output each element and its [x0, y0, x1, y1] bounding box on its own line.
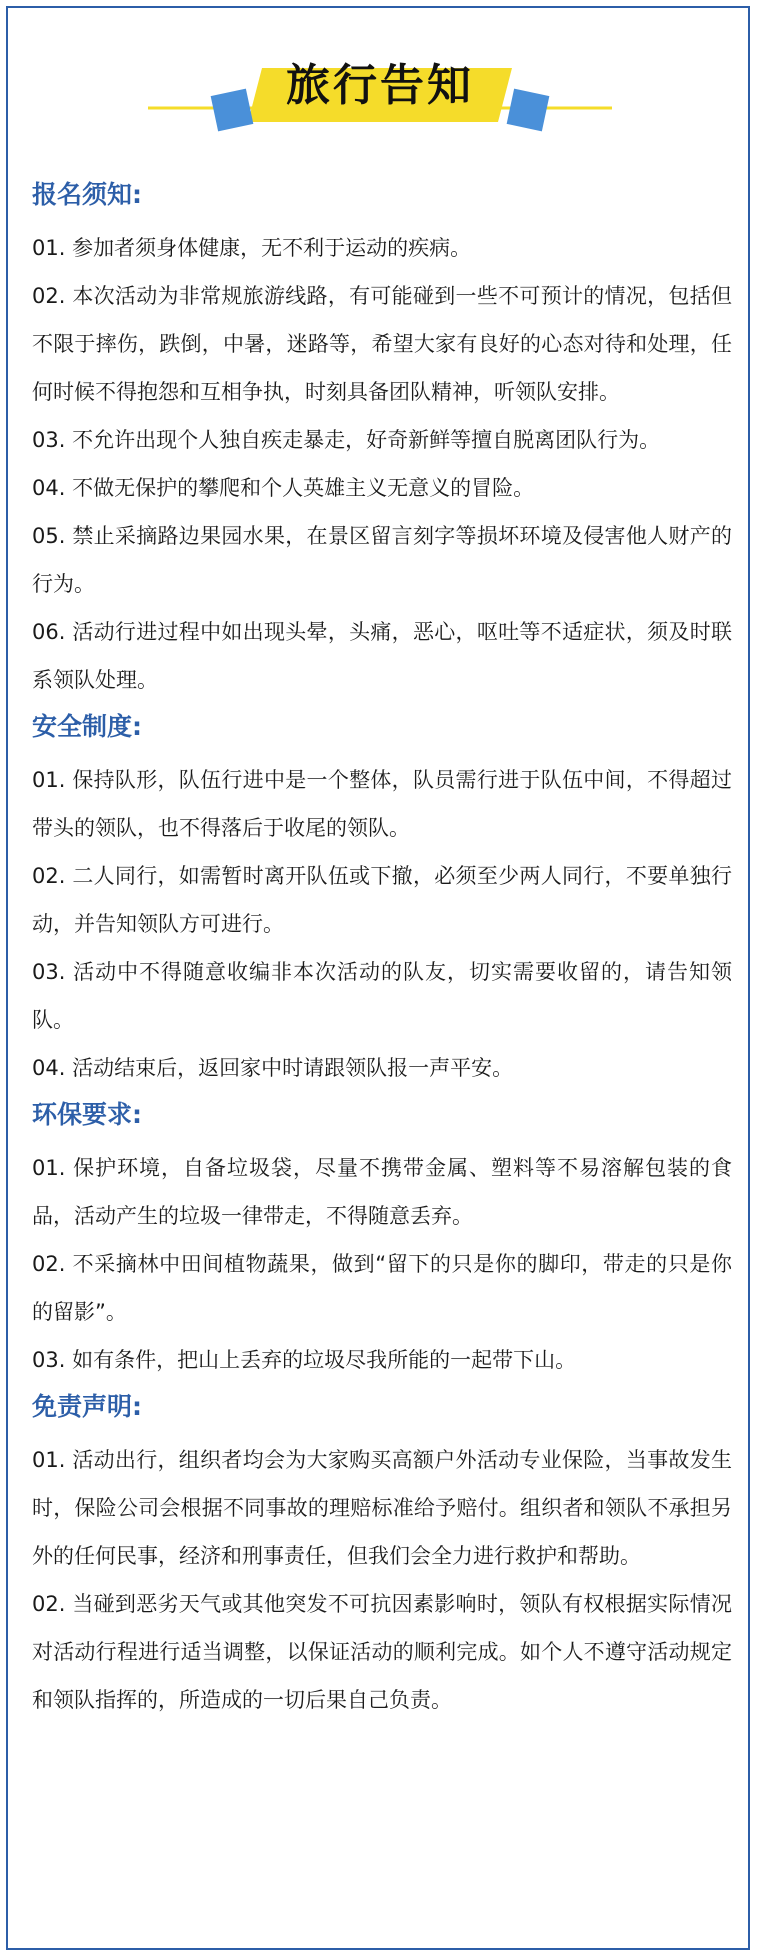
notice-content	[32, 178, 732, 1730]
section-title: 环保要求:	[32, 1100, 142, 1129]
section-disclaimer	[32, 1390, 732, 1724]
list-item: 02. 不采摘林中田间植物蔬果，做到“留下的只是你的脚印，带走的只是你的留影”。	[32, 1252, 732, 1324]
title-banner	[0, 0, 760, 140]
list-item: 02. 本次活动为非常规旅游线路，有可能碰到一些不可预计的情况，包括但不限于摔伤，跌倒，中暑，迷路等，希望大家有良好的心态对待和处理，任何时候不得抱怨和互相争执，时刻具备团队精神，听领队安排。	[32, 284, 732, 404]
list-item: 03. 活动中不得随意收编非本次活动的队友，切实需要收留的，请告知领队。	[32, 960, 732, 1032]
list-item: 01. 参加者须身体健康，无不利于运动的疾病。	[32, 236, 472, 260]
page-title: 旅行告知	[286, 60, 474, 111]
list-item: 03. 不允许出现个人独自疾走暴走，好奇新鲜等擅自脱离团队行为。	[32, 428, 661, 452]
section-safety	[32, 710, 732, 1092]
list-item: 01. 保持队形，队伍行进中是一个整体，队员需行进于队伍中间，不得超过带头的领队，也不得落后于收尾的领队。	[32, 768, 732, 840]
section-title: 免责声明:	[32, 1392, 142, 1421]
list-item: 04. 不做无保护的攀爬和个人英雄主义无意义的冒险。	[32, 476, 535, 500]
list-item: 01. 保护环境，自备垃圾袋，尽量不携带金属、塑料等不易溶解包装的食品，活动产生的垃圾一律带走，不得随意丢弃。	[32, 1156, 732, 1228]
section-title: 报名须知:	[32, 180, 142, 209]
section-title: 安全制度:	[32, 712, 142, 741]
list-item: 01. 活动出行，组织者均会为大家购买高额户外活动专业保险，当事故发生时，保险公司会根据不同事故的理赔标准给予赔付。组织者和领队不承担另外的任何民事，经济和刑事责任，但我们会全力进行救护和帮助。	[32, 1448, 732, 1568]
list-item: 02. 二人同行，如需暂时离开队伍或下撤，必须至少两人同行，不要单独行动，并告知领队方可进行。	[32, 864, 732, 936]
list-item: 06. 活动行进过程中如出现头晕，头痛，恶心，呕吐等不适症状，须及时联系领队处理。	[32, 620, 732, 692]
section-registration	[32, 178, 732, 704]
list-item: 02. 当碰到恶劣天气或其他突发不可抗因素影响时，领队有权根据实际情况对活动行程进行适当调整，以保证活动的顺利完成。如个人不遵守活动规定和领队指挥的，所造成的一切后果自己负责。	[32, 1592, 732, 1712]
list-item: 04. 活动结束后，返回家中时请跟领队报一声平安。	[32, 1056, 514, 1080]
list-item: 05. 禁止采摘路边果园水果，在景区留言刻字等损坏环境及侵害他人财产的行为。	[32, 524, 732, 596]
list-item: 03. 如有条件，把山上丢弃的垃圾尽我所能的一起带下山。	[32, 1348, 577, 1372]
section-environment	[32, 1098, 732, 1384]
